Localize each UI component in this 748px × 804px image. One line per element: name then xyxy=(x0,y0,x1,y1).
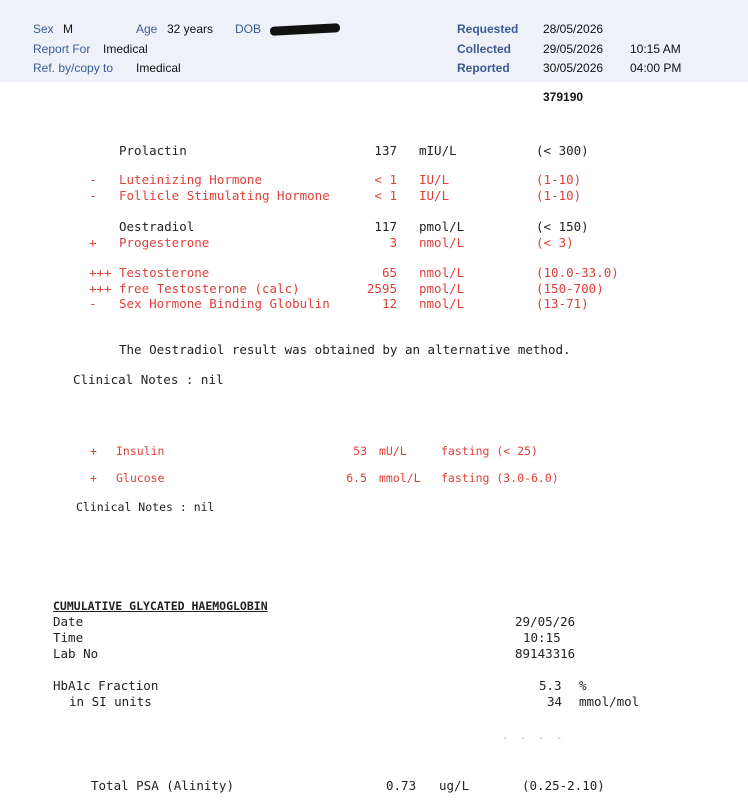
result-unit: IU/L xyxy=(419,188,450,203)
result-unit: nmol/L xyxy=(419,265,465,280)
test-name: Glucose xyxy=(116,471,165,485)
faint-dots: - - - - xyxy=(502,733,566,744)
method-note: The Oestradiol result was obtained by an alternative method. xyxy=(119,342,571,357)
reference-range: (150-700) xyxy=(536,281,604,296)
si-label: in SI units xyxy=(69,694,152,709)
reported-time: 04:00 PM xyxy=(630,61,682,75)
reference-range: (< 300) xyxy=(536,143,589,158)
hba1c-value: 5.3 xyxy=(539,678,562,693)
si-value: 34 xyxy=(547,694,563,709)
result-value: 2595 xyxy=(366,281,397,296)
result-value: 53 xyxy=(353,444,367,458)
reference-range: fasting (3.0-6.0) xyxy=(441,471,559,485)
sex-label: Sex xyxy=(33,22,54,36)
test-name: Progesterone xyxy=(119,235,210,250)
result-value: 6.5 xyxy=(346,471,367,485)
psa-range: (0.25-2.10) xyxy=(522,778,605,793)
cumulative-title: CUMULATIVE GLYCATED HAEMOGLOBIN xyxy=(53,599,268,613)
reference-range: (< 150) xyxy=(536,219,589,234)
age-label: Age xyxy=(136,22,158,36)
result-flag: +++ xyxy=(89,265,112,280)
requested-date: 28/05/2026 xyxy=(543,22,604,36)
reference-range: (1-10) xyxy=(536,188,582,203)
result-value: < 1 xyxy=(374,188,397,203)
date-value: 29/05/26 xyxy=(515,614,576,629)
time-label: Time xyxy=(53,630,84,645)
dob-label: DOB xyxy=(235,22,262,36)
result-flag: + xyxy=(89,235,97,250)
result-unit: mIU/L xyxy=(419,143,457,158)
reference-range: (< 3) xyxy=(536,235,574,250)
hba1c-unit: % xyxy=(579,678,587,693)
collected-time: 10:15 AM xyxy=(630,42,681,56)
test-name: free Testosterone (calc) xyxy=(119,281,300,296)
reported-date: 30/05/2026 xyxy=(543,61,604,75)
requested-label: Requested xyxy=(457,22,519,36)
psa-value: 0.73 xyxy=(386,778,417,793)
sex-value: M xyxy=(63,22,73,36)
age-value: 32 years xyxy=(167,22,214,36)
clinical-notes-1: Clinical Notes : nil xyxy=(73,372,224,387)
result-flag: - xyxy=(89,188,97,203)
reference-range: (1-10) xyxy=(536,172,582,187)
test-name: Testosterone xyxy=(119,265,210,280)
result-unit: pmol/L xyxy=(419,219,465,234)
result-flag: - xyxy=(89,172,97,187)
reference-range: fasting (< 25) xyxy=(441,444,538,458)
result-flag: + xyxy=(90,444,97,458)
result-unit: pmol/L xyxy=(419,281,465,296)
test-name: Sex Hormone Binding Globulin xyxy=(119,296,330,311)
time-value: 10:15 xyxy=(523,630,561,645)
lab-id: 379190 xyxy=(543,90,584,104)
result-value: 12 xyxy=(381,296,397,311)
result-unit: nmol/L xyxy=(419,235,465,250)
collected-date: 29/05/2026 xyxy=(543,42,604,56)
date-label: Date xyxy=(53,614,84,629)
report-for-label: Report For xyxy=(33,42,91,56)
collected-label: Collected xyxy=(457,42,512,56)
test-name: Insulin xyxy=(116,444,165,458)
result-unit: mmol/L xyxy=(379,471,421,485)
psa-unit: ug/L xyxy=(439,778,470,793)
labno-value: 89143316 xyxy=(515,646,576,661)
test-name: Prolactin xyxy=(119,143,187,158)
test-name: Luteinizing Hormone xyxy=(119,172,262,187)
test-name: Oestradiol xyxy=(119,219,195,234)
result-flag: - xyxy=(89,296,97,311)
result-value: 117 xyxy=(374,219,397,234)
test-name: Follicle Stimulating Hormone xyxy=(119,188,330,203)
ref-value: Imedical xyxy=(136,61,181,75)
labno-label: Lab No xyxy=(53,646,99,661)
result-unit: IU/L xyxy=(419,172,450,187)
result-value: < 1 xyxy=(374,172,397,187)
result-value: 3 xyxy=(389,235,397,250)
result-value: 65 xyxy=(381,265,397,280)
result-flag: + xyxy=(90,471,97,485)
report-for-value: Imedical xyxy=(103,42,148,56)
psa-name: Total PSA (Alinity) xyxy=(91,778,234,793)
result-value: 137 xyxy=(374,143,397,158)
result-unit: nmol/L xyxy=(419,296,465,311)
clinical-notes-2: Clinical Notes : nil xyxy=(76,500,215,514)
reference-range: (13-71) xyxy=(536,296,589,311)
reported-label: Reported xyxy=(457,61,510,75)
result-flag: +++ xyxy=(89,281,112,296)
hba1c-label: HbA1c Fraction xyxy=(53,678,159,693)
si-unit: mmol/mol xyxy=(579,694,640,709)
ref-label: Ref. by/copy to xyxy=(33,61,114,75)
reference-range: (10.0-33.0) xyxy=(536,265,619,280)
result-unit: mU/L xyxy=(379,444,407,458)
